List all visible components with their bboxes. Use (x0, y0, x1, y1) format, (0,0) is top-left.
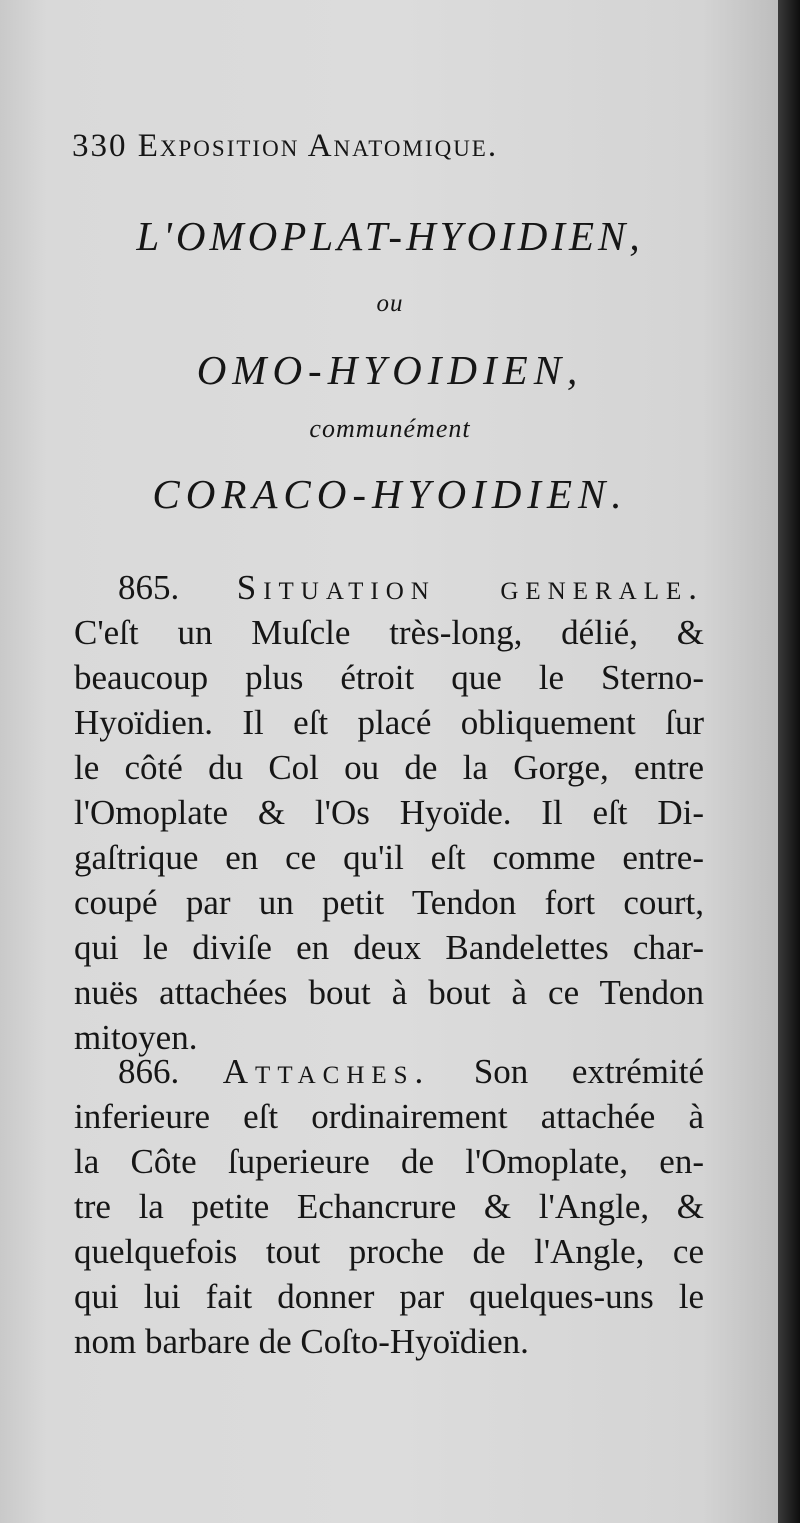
text-line: tre la petite Echancrure & l'Angle, & (74, 1187, 704, 1226)
paragraph-866 (74, 1049, 704, 1364)
paragraph-number: 866. (118, 1052, 180, 1091)
text-line: nom barbare de Coſto-Hyoïdien. (74, 1322, 529, 1361)
paragraph-heading-line (74, 565, 704, 610)
page-edge (778, 0, 800, 1523)
text-line: coupé par un petit Tendon fort court, (74, 883, 704, 922)
heading-line-3: OMO-HYOIDIEN, (196, 347, 584, 393)
paragraph-865 (74, 565, 704, 1060)
text-line: mitoyen. (74, 1018, 198, 1057)
paragraph-first-text: Son extrémité (473, 1052, 704, 1091)
paragraph-subtitle: Situation generale. (236, 568, 704, 607)
text-line: nuës attachées bout à bout à ce Tendon (74, 973, 704, 1012)
text-line: l'Omoplate & l'Os Hyoïde. Il eſt Di- (74, 793, 704, 832)
running-head (72, 128, 672, 165)
heading-line-5: CORACO-HYOIDIEN. (152, 471, 628, 517)
heading-line-2: ou (376, 290, 404, 317)
heading-line-1: L'OMOPLAT-HYOIDIEN, (136, 213, 644, 259)
running-title: Exposition Anatomique. (137, 128, 499, 164)
paragraph-number: 865. (118, 568, 180, 607)
heading-line-4: communément (309, 414, 471, 443)
paragraph-heading-line (74, 1049, 704, 1094)
text-line: qui lui fait donner par quelques-uns le (74, 1277, 704, 1316)
page-number: 330 (72, 128, 128, 164)
text-line: gaſtrique en ce qu'il eſt comme entre- (74, 838, 704, 877)
text-line: inferieure eſt ordinairement attachée à (74, 1097, 704, 1136)
text-line: Hyoïdien. Il eſt placé obliquement ſur (74, 703, 704, 742)
paragraph-subtitle: Attaches. (222, 1052, 431, 1091)
text-line: qui le diviſe en deux Bandelettes char- (74, 928, 704, 967)
text-line: C'eſt un Muſcle très-long, délié, & (74, 613, 704, 652)
text-line: beaucoup plus étroit que le Sterno- (74, 658, 704, 697)
text-line: quelquefois tout proche de l'Angle, ce (74, 1232, 704, 1271)
text-line: le côté du Col ou de la Gorge, entre (74, 748, 704, 787)
text-line: la Côte ſuperieure de l'Omoplate, en- (74, 1142, 704, 1181)
